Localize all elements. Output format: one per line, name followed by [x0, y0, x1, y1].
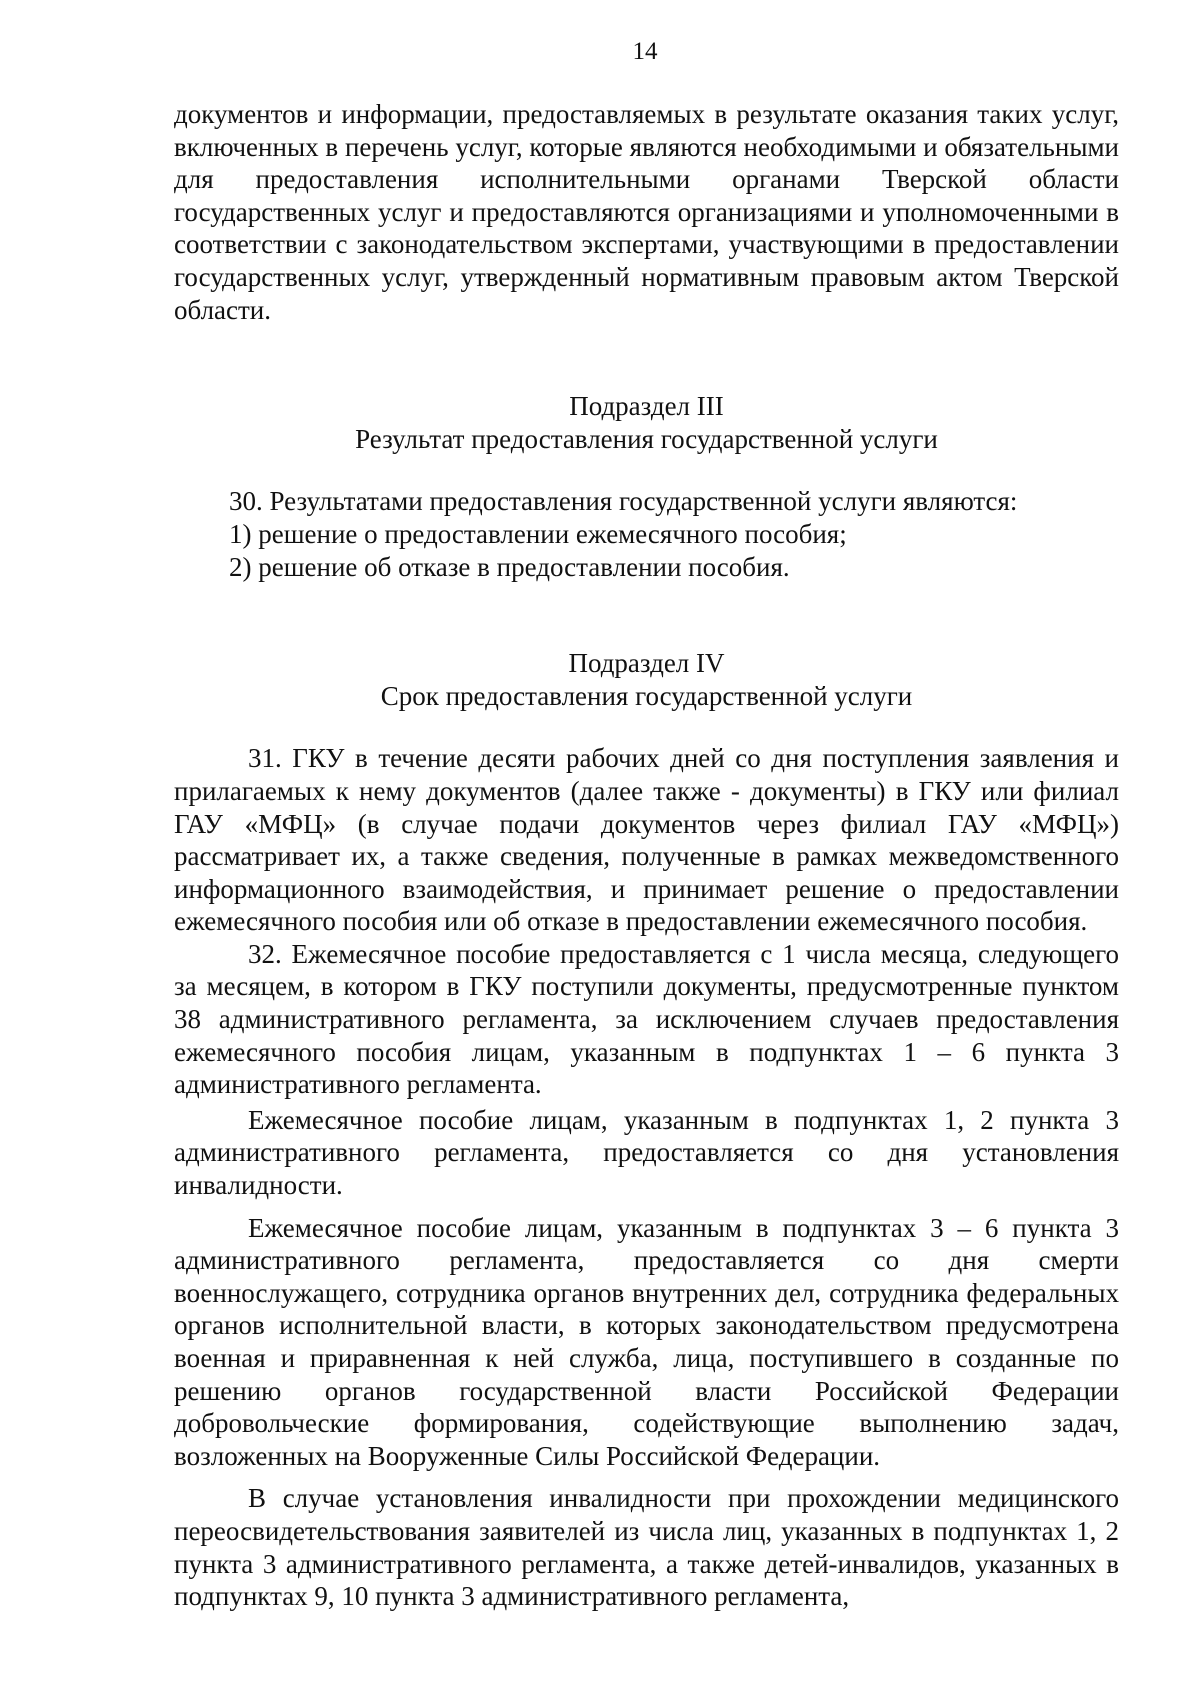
- result-item-2: 2) решение об отказе в предоставлении пособия.: [229, 551, 790, 582]
- page-number: 14: [632, 38, 658, 65]
- result-item-1: 1) решение о предоставлении ежемесячного пособия;: [229, 518, 847, 549]
- paragraph-31: 31. ГКУ в течение десяти рабочих дней со дня поступления заявления и прилагаемых к нему документов (далее также - документы) в ГКУ или филиал ГАУ «МФЦ» (в случае подачи документов через филиал ГАУ «МФЦ») рассматривает их, а также сведения, полученные в рамках межведомственного информационного взаимодействия, и принимает решение о предоставлении ежемесячного пособия или об отказе в предоставлении ежемесячного пособия.: [174, 743, 1119, 937]
- paragraph-32-death: Ежемесячное пособие лицам, указанным в подпунктах 3 – 6 пункта 3 административного регламента, предоставляется со дня смерти военнослужащего, сотрудника органов внутренних дел, сотрудника федеральных органов исполнительной власти, в которых законодательством предусмотрена военная и приравненная к ней служба, лица, поступившего в созданные по решению органов государственной власти Российской Федерации добровольческие формирования, содействующие выполнению задач, возложенных на Вооруженные Силы Российской Федерации.: [174, 1212, 1119, 1471]
- section-3-label: Подраздел III: [569, 391, 724, 422]
- paragraph-32: 32. Ежемесячное пособие предоставляется с 1 числа месяца, следующего за месяцем, в котором в ГКУ поступили документы, предусмотренные пунктом 38 административного регламента, за исключением случаев предоставления ежемесячного пособия лицам, указанным в подпунктах 1 – 6 пункта 3 административного регламента.: [174, 938, 1119, 1100]
- paragraph-30: 30. Результатами предоставления государственной услуги являются:: [229, 486, 1018, 517]
- paragraph-32-disability: Ежемесячное пособие лицам, указанным в подпунктах 1, 2 пункта 3 административного регламента, предоставляется со дня установления инвалидности.: [174, 1104, 1119, 1201]
- document-body: [174, 98, 1119, 1613]
- section-4-label: Подраздел IV: [568, 648, 725, 679]
- paragraph-32-reexamination: В случае установления инвалидности при прохождении медицинского переосвидетельствования заявителей из числа лиц, указанных в подпунктах 1, 2 пункта 3 административного регламента, а также детей-инвалидов, указанных в подпунктах 9, 10 пункта 3 административного регламента,: [174, 1483, 1119, 1612]
- section-4-title: Срок предоставления государственной услуги: [380, 680, 913, 711]
- section-3-title: Результат предоставления государственной услуги: [355, 423, 938, 454]
- intro-paragraph: документов и информации, предоставляемых в результате оказания таких услуг, включенных в перечень услуг, которые являются необходимыми и обязательными для предоставления исполнительными органами Тверской области государственных услуг и предоставляются организациями и уполномоченными в соответствии с законодательством экспертами, участвующими в предоставлении государственных услуг, утвержденный нормативным правовым актом Тверской области.: [174, 99, 1119, 325]
